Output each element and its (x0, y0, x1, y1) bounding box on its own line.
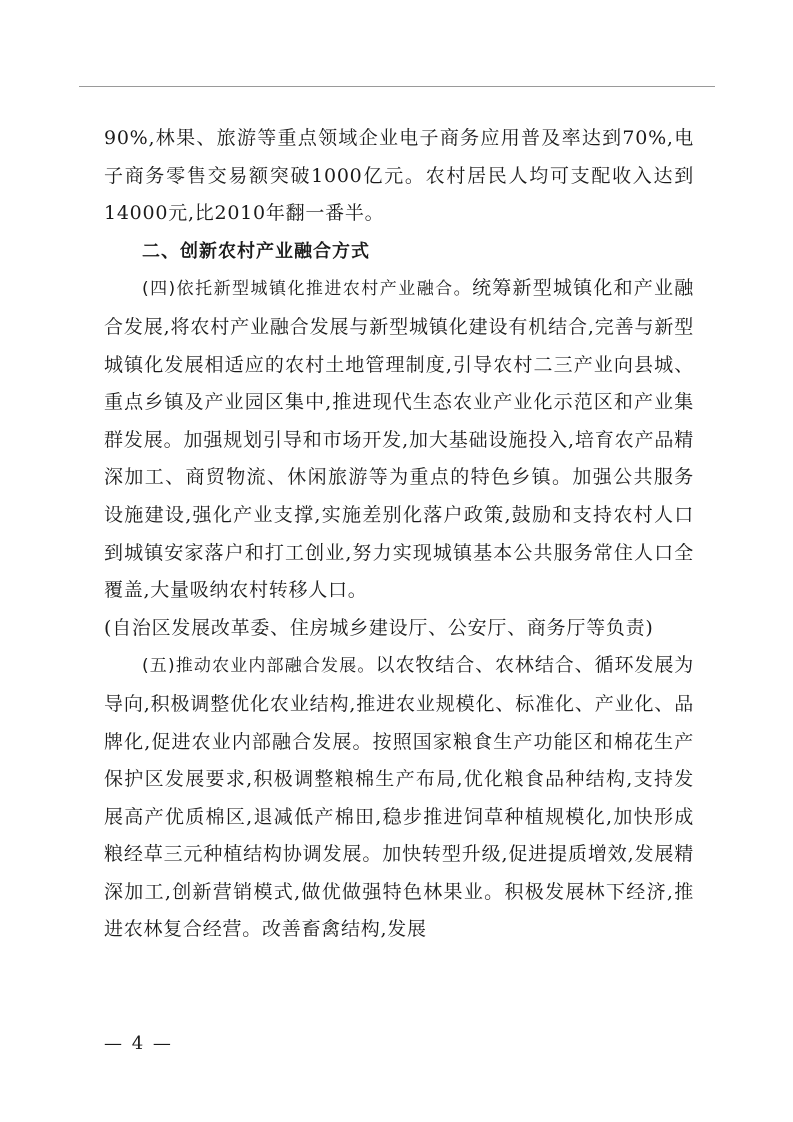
paragraph-agriculture-integration-body: 以农牧结合、农林结合、循环发展为导向,积极调整优化农业结构,推进农业规模化、标准化、产业化、品牌化,促进农业内部融合发展。按照国家粮食生产功能区和棉花生产保护区发展要求,积极调整粮棉生产布局,优化粮食品种结构,支持发展高产优质棉区,退减低产棉田,稳步推进饲草种植规模化,加快形成粮经草三元种植结构协调发展。加快转型升级,促进提质增效,发展精深加工,创新营销模式,做优做强特色林果业。积极发展林下经济,推进农林复合经营。改善畜禽结构,发展 (104, 654, 694, 941)
document-body (104, 120, 694, 949)
paragraph-agriculture-integration (104, 647, 694, 949)
paragraph-urbanization (104, 270, 694, 609)
header-rule (79, 86, 715, 87)
paragraph-targets: 90%,林果、旅游等重点领域企业电子商务应用普及率达到70%,电子商务零售交易额突破1000亿元。农村居民人均可支配收入达到14000元,比2010年翻一番半。 (104, 127, 694, 225)
page-number: — 4 — (104, 1033, 173, 1054)
subsection-title-4: (四)依托新型城镇化推进农村产业融合。 (142, 279, 473, 300)
paragraph-urbanization-body: 统筹新型城镇化和产业融合发展,将农村产业融合发展与新型城镇化建设有机结合,完善与新型城镇化发展相适应的农村土地管理制度,引导农村二三产业向县城、重点乡镇及产业园区集中,推进现代生态农业产业化示范区和产业集群发展。加强规划引导和市场开发,加大基础设施投入,培育农产品精深加工、商贸物流、休闲旅游等为重点的特色乡镇。加强公共服务设施建设,强化产业支撑,实施差别化落户政策,鼓励和支持农村人口到城镇安家落户和打工创业,努力实现城镇基本公共服务常住人口全覆盖,大量吸纳农村转移人口。 (104, 277, 694, 602)
subsection-title-5: (五)推动农业内部融合发展。 (142, 656, 376, 677)
section-heading: 二、创新农村产业融合方式 (142, 240, 370, 262)
responsible-departments: (自治区发展改革委、住房城乡建设厅、公安厅、商务厅等负责) (104, 616, 654, 639)
